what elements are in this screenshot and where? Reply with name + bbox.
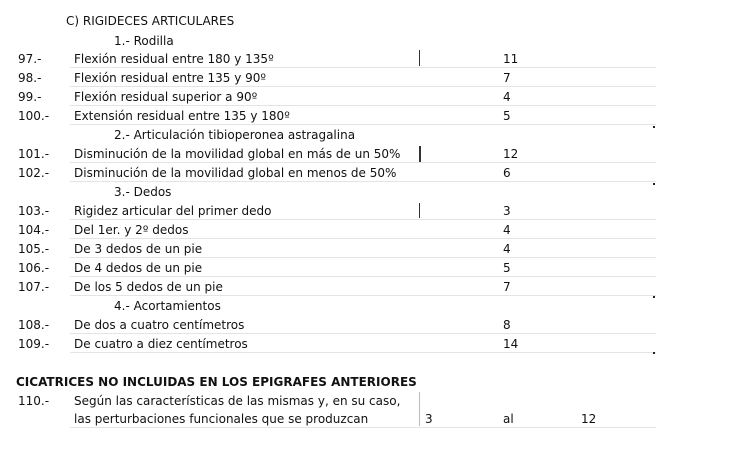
row-divider [70, 295, 656, 296]
row-value: 11 [503, 52, 519, 66]
row-number: 97.- [18, 52, 42, 66]
row-number: 109.- [18, 337, 50, 351]
range-from: 3 [425, 412, 433, 426]
row-value: 7 [503, 280, 511, 294]
row-number: 98.- [18, 71, 42, 85]
group-title-dedos: 3.- Dedos [114, 185, 172, 199]
row-description: Flexión residual entre 135 y 90º [74, 71, 267, 85]
row-description: Flexión residual superior a 90º [74, 90, 258, 104]
range-to: 12 [581, 412, 597, 426]
row-description-continued: las perturbaciones funcionales que se produzcan [74, 412, 369, 426]
column-border-mark [419, 203, 420, 218]
row-number: 107.- [18, 280, 50, 294]
row-value: 3 [503, 204, 511, 218]
row-number: 108.- [18, 318, 50, 332]
row-description: Del 1er. y 2º dedos [74, 223, 189, 237]
row-description: Según las características de las mismas y, en su caso, [74, 394, 401, 408]
row-divider [70, 352, 656, 353]
row-description: De los 5 dedos de un pie [74, 280, 223, 294]
row-number: 105.- [18, 242, 50, 256]
row-divider [70, 219, 656, 220]
group-title-tibioperonea: 2.- Articulación tibioperonea astragalina [114, 128, 356, 142]
column-border-mark [419, 146, 421, 162]
row-number: 100.- [18, 109, 50, 123]
row-description: De 4 dedos de un pie [74, 261, 203, 275]
row-number: 102.- [18, 166, 50, 180]
row-description: Disminución de la movilidad global en menos de 50% [74, 166, 397, 180]
row-description: De cuatro a diez centímetros [74, 337, 248, 351]
section-heading: C) RIGIDECES ARTICULARES [66, 14, 235, 28]
row-divider [70, 105, 656, 106]
row-value: 6 [503, 166, 511, 180]
row-number: 103.- [18, 204, 50, 218]
row-value: 4 [503, 223, 511, 237]
row-divider [70, 86, 656, 87]
column-border-mark [419, 50, 420, 66]
row-description: Extensión residual entre 135 y 180º [74, 109, 290, 123]
row-divider [70, 181, 656, 182]
group-title-acortamientos: 4.- Acortamientos [114, 299, 221, 313]
cell-corner-mark [653, 126, 655, 128]
cell-corner-mark [653, 296, 655, 298]
row-number: 106.- [18, 261, 50, 275]
row-divider [70, 238, 656, 239]
row-divider [70, 276, 656, 277]
row-divider [70, 124, 656, 125]
row-description: Disminución de la movilidad global en más de un 50% [74, 147, 401, 161]
row-description: Rigidez articular del primer dedo [74, 204, 272, 218]
row-number: 104.- [18, 223, 50, 237]
row-value: 5 [503, 109, 511, 123]
column-border-mark [419, 392, 420, 426]
row-value: 12 [503, 147, 519, 161]
row-description: De dos a cuatro centímetros [74, 318, 245, 332]
row-description: De 3 dedos de un pie [74, 242, 203, 256]
row-number: 99.- [18, 90, 42, 104]
group-title-rodilla: 1.- Rodilla [114, 34, 174, 48]
cell-corner-mark [653, 352, 655, 354]
row-number: 101.- [18, 147, 50, 161]
row-divider [70, 333, 656, 334]
row-divider [70, 427, 656, 428]
range-separator: al [503, 412, 514, 426]
row-divider [70, 162, 656, 163]
row-value: 14 [503, 337, 519, 351]
row-divider [70, 257, 656, 258]
row-value: 7 [503, 71, 511, 85]
row-value: 8 [503, 318, 511, 332]
row-divider [70, 67, 656, 68]
row-number: 110.- [18, 394, 50, 408]
row-description: Flexión residual entre 180 y 135º [74, 52, 274, 66]
row-value: 4 [503, 90, 511, 104]
row-value: 4 [503, 242, 511, 256]
cicatrices-heading: CICATRICES NO INCLUIDAS EN LOS EPIGRAFES ANTERIORES [16, 375, 417, 389]
cell-corner-mark [653, 183, 655, 185]
row-value: 5 [503, 261, 511, 275]
